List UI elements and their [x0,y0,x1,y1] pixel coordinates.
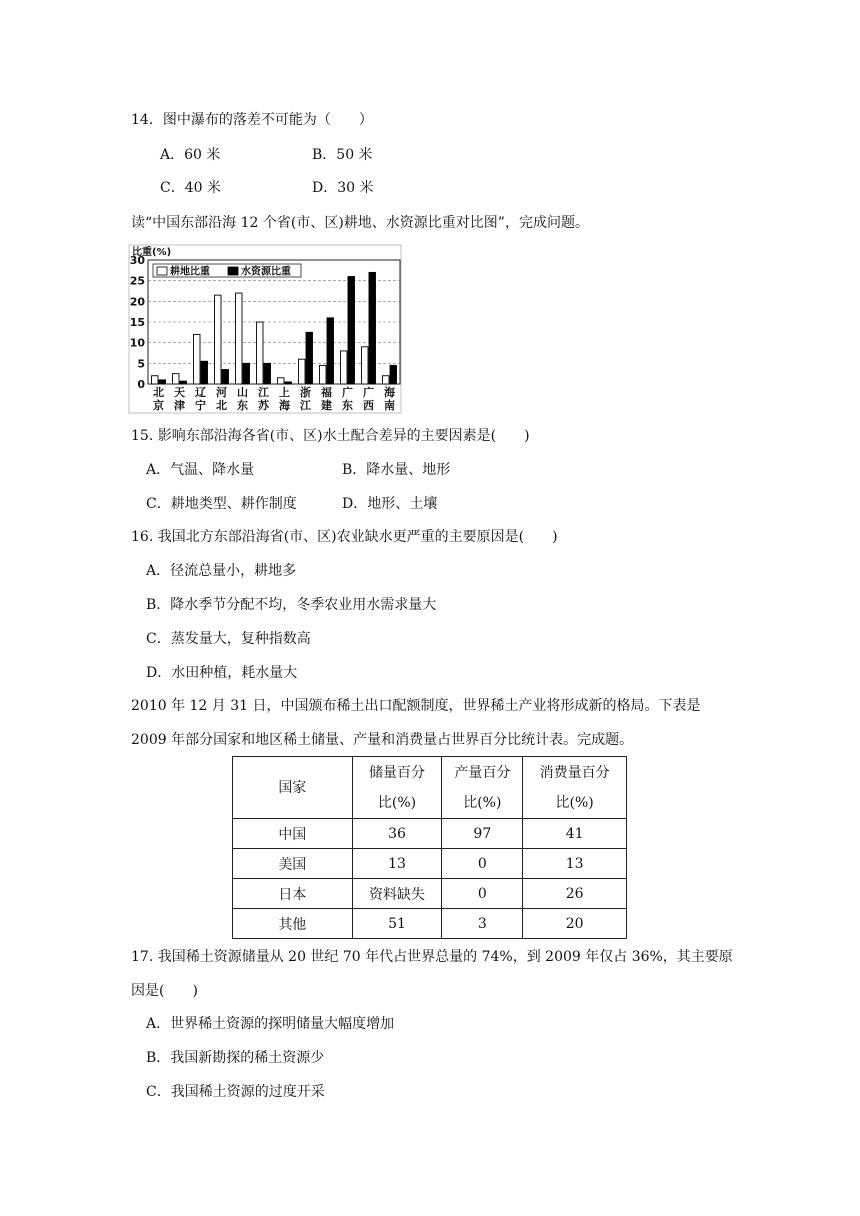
bar [299,359,306,384]
bar [236,293,243,384]
table-header-cell: 产量百分 比(%) [442,757,523,819]
table-cell: 其他 [233,909,353,939]
table-cell: 36 [352,819,442,849]
x-tick-label: 南 [384,399,395,412]
q14-stem: 14．图中瀑布的落差不可能为（ ） [131,112,373,128]
q15-option-d: D．地形、土壤 [342,496,438,512]
legend-swatch [157,267,167,275]
x-tick-label: 津 [174,399,185,412]
x-tick-label: 建 [321,399,332,412]
y-tick-label: 15 [129,316,145,329]
bar [215,295,222,384]
q14-option-c: C．40 米 [160,180,221,196]
x-tick-label: 海 [384,386,395,399]
x-tick-label: 江 [300,399,311,412]
x-tick-label: 北 [216,399,227,412]
bar [194,334,201,384]
table-header-cell: 储量百分 比(%) [352,757,442,819]
table-cell: 20 [523,909,627,939]
table-cell: 0 [442,849,523,879]
bar [257,322,264,384]
y-axis-label: 比重(%) [132,247,172,258]
bar [278,378,285,384]
x-tick-label: 东 [237,399,248,412]
y-tick-label: 30 [129,254,145,267]
legend-swatch [228,267,238,275]
x-tick-label: 上 [279,386,290,399]
bar [159,380,166,384]
legend-label: 水资源比重 [241,266,291,278]
table-header-cell: 消费量百分 比(%) [523,757,627,819]
bar [285,382,292,384]
bar-chart [128,244,402,414]
table-cell: 51 [352,909,442,939]
x-tick-label: 浙 [300,386,311,399]
q15-option-b: B．降水量、地形 [342,462,451,478]
bar [180,381,187,384]
table-row [233,819,627,849]
table-row [233,849,627,879]
chart-intro: 读“中国东部沿海 12 个省(市、区)耕地、水资源比重对比图”，完成问题。 [131,215,589,231]
table-cell: 41 [523,819,627,849]
table-cell: 中国 [233,819,353,849]
rare-earth-table [232,756,627,939]
x-tick-label: 东 [342,399,353,412]
bar [201,361,208,384]
bar [222,370,229,384]
table-header-row [233,757,627,819]
x-tick-label: 宁 [195,399,206,412]
x-tick-label: 江 [258,386,269,399]
q16-stem: 16. 我国北方东部沿海省(市、区)农业缺水更严重的主要原因是( ) [131,529,558,545]
q14-option-b: B．50 米 [312,147,373,163]
bar [306,332,313,384]
bar [320,365,327,384]
table-intro-line2: 2009 年部分国家和地区稀土储量、产量和消费量占世界百分比统计表。完成题。 [131,732,634,748]
table-cell: 日本 [233,879,353,909]
q16-option-c: C．蒸发量大，复种指数高 [146,631,311,647]
q16-option-d: D．水田种植，耗水量大 [146,665,298,681]
x-tick-label: 西 [363,399,374,412]
y-tick-label: 0 [137,378,145,391]
bar [390,365,397,384]
x-tick-label: 京 [153,399,164,412]
q17-stem-line2: 因是( ) [131,983,198,999]
bar [383,376,390,384]
x-tick-label: 广 [342,386,353,399]
table-row [233,879,627,909]
q16-option-b: B．降水季节分配不均，冬季农业用水需求量大 [146,597,437,613]
y-tick-label: 20 [129,295,145,309]
table-intro-line1: 2010 年 12 月 31 日，中国颁布稀土出口配额制度，世界稀土产业将形成新的格局。下表是 [131,698,701,714]
q16-option-a: A．径流总量小，耕地多 [146,563,297,579]
x-tick-label: 天 [174,386,185,399]
q14-option-a: A．60 米 [160,147,221,163]
bar [362,347,369,384]
legend-label: 耕地比重 [170,266,210,278]
bar [369,272,376,384]
table-row [233,909,627,939]
q17-option-b: B．我国新勘探的稀土资源少 [146,1050,325,1066]
table-cell: 0 [442,879,523,909]
table-cell: 97 [442,819,523,849]
x-tick-label: 北 [153,386,164,399]
q17-stem-line1: 17. 我国稀土资源储量从 20 世纪 70 年代占世界总量的 74%，到 2009 年仅占 36%，其主要原 [131,949,733,965]
q15-option-c: C．耕地类型、耕作制度 [146,496,297,512]
q14-option-d: D．30 米 [312,180,374,196]
x-tick-label: 辽 [195,386,206,399]
x-tick-label: 广 [363,386,374,399]
x-tick-label: 河 [216,386,227,399]
q15-option-a: A．气温、降水量 [146,462,255,478]
x-tick-label: 福 [321,386,332,399]
table-cell: 美国 [233,849,353,879]
bar [327,318,334,384]
bar [152,376,159,384]
q15-stem: 15. 影响东部沿海各省(市、区)水土配合差异的主要因素是( ) [131,428,530,444]
bar [348,277,355,384]
table-cell: 13 [523,849,627,879]
q17-option-c: C．我国稀土资源的过度开采 [146,1084,325,1100]
x-tick-label: 海 [279,399,290,412]
y-tick-label: 25 [129,274,145,288]
y-tick-label: 10 [129,336,145,350]
table-header-cell: 国家 [233,757,353,819]
x-tick-label: 苏 [258,399,269,412]
bar [243,363,250,384]
table-cell: 3 [442,909,523,939]
table-cell: 资料缺失 [352,879,442,909]
table-cell: 26 [523,879,627,909]
bar [173,374,180,384]
q17-option-a: A．世界稀土资源的探明储量大幅度增加 [146,1016,395,1032]
table-cell: 13 [352,849,442,879]
bar [341,351,348,384]
x-tick-label: 山 [237,386,248,399]
y-tick-label: 5 [137,357,145,371]
bar [264,363,271,384]
